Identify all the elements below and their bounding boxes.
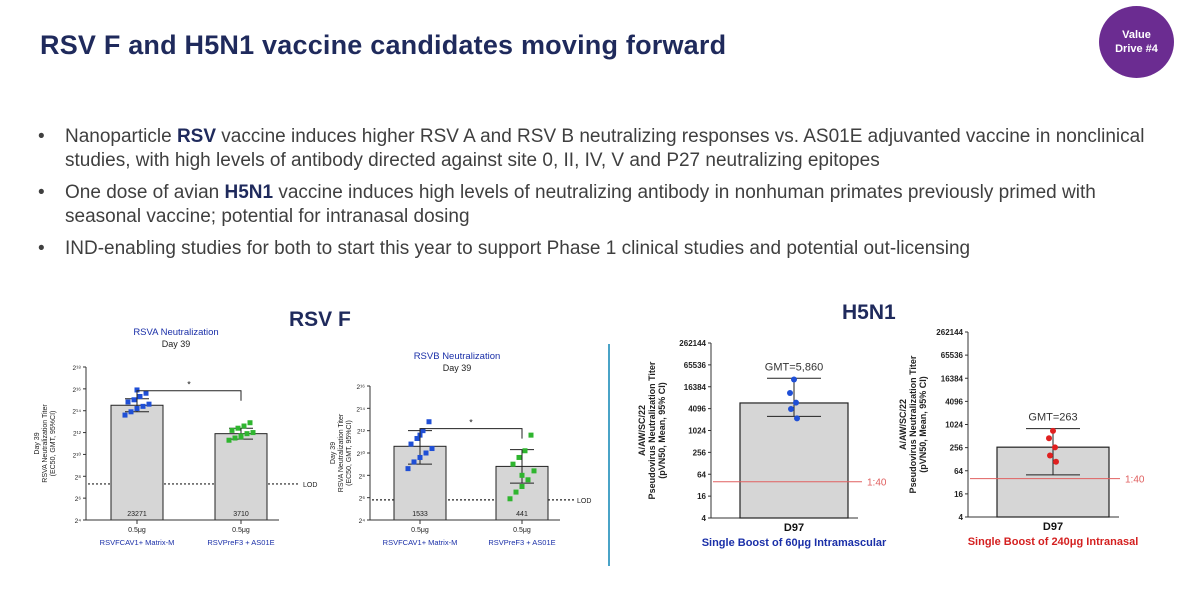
x-category-label: D97 [1042, 521, 1064, 533]
data-point [523, 448, 528, 453]
significance-bracket [137, 391, 241, 401]
data-point [1047, 452, 1053, 458]
h5n1-section-title: H5N1 [842, 301, 896, 324]
data-point [520, 484, 525, 489]
x-category-label: RSVPreF3 + AS01E [488, 538, 556, 547]
y-tick-label: 2⁴ [74, 518, 81, 525]
data-point [788, 406, 794, 412]
y-tick-label: 2⁶ [74, 496, 81, 504]
data-point [793, 400, 799, 406]
lod-label: LOD [303, 481, 318, 489]
y-axis-label: RSVA Neutralization Titer [42, 404, 49, 483]
data-point [242, 424, 247, 429]
chart-title: RSVA Neutralization [133, 327, 219, 338]
data-point [233, 436, 238, 441]
data-point [227, 438, 232, 443]
x-category-label: RSVPreF3 + AS01E [207, 538, 275, 547]
y-tick-label: 4096 [688, 404, 706, 414]
y-tick-label: 2¹² [73, 430, 81, 438]
y-tick-label: 16384 [683, 382, 706, 392]
chart-subtitle: Day 39 [161, 339, 191, 349]
data-point [787, 390, 793, 396]
y-axis-label: Day 39 [34, 432, 41, 455]
data-point [126, 399, 131, 404]
bullet-text-start: IND-enabling studies for both to start this year to support Phase 1 clinical studies and potential out-licensing [65, 238, 971, 259]
y-axis-label: (pVN50, Mean, 95% CI) [657, 382, 667, 479]
y-tick-label: 65536 [683, 360, 706, 370]
y-tick-label: 16 [954, 489, 963, 499]
x-category-label: RSVFCAV1+ Matrix-M [99, 538, 175, 547]
data-point [424, 451, 429, 456]
data-point [138, 394, 143, 399]
bullet-dot-icon: • [38, 238, 45, 259]
x-caption: Single Boost of 240μg Intranasal [967, 536, 1139, 548]
bar-value-label: 1533 [412, 511, 428, 518]
data-point [508, 496, 513, 501]
gmt-label: GMT=5,860 [764, 361, 824, 374]
page-title: RSV F and H5N1 vaccine candidates moving forward [40, 30, 727, 60]
badge-line-2: Drive #4 [1115, 43, 1158, 55]
bar-value-label: 3710 [233, 511, 249, 518]
data-point [514, 490, 519, 495]
y-tick-label: 262144 [679, 339, 706, 348]
y-tick-label: 2¹⁰ [72, 452, 81, 460]
data-point [1046, 435, 1052, 441]
y-tick-label: 2⁸ [74, 474, 81, 482]
y-tick-label: 2¹⁰ [356, 451, 365, 458]
y-axis-label: A/AW/SC/22 [898, 398, 908, 451]
data-point [236, 426, 241, 431]
y-tick-label: 16 [697, 492, 706, 502]
data-point [532, 468, 537, 473]
y-tick-label: 2¹⁶ [356, 384, 365, 391]
significance-marker: * [187, 379, 191, 390]
bullet-text-start: Nanoparticle [65, 126, 177, 147]
y-tick-label: 1024 [688, 426, 706, 436]
bar [740, 403, 848, 518]
bullet-keyword: RSV [176, 126, 217, 147]
y-tick-label: 2¹⁸ [72, 365, 81, 372]
y-tick-label: 2¹⁴ [72, 408, 81, 416]
x-dose-label: 0.5μg [128, 527, 146, 534]
lod-label: LOD [577, 497, 592, 505]
y-tick-label: 1024 [945, 420, 963, 430]
chart-subtitle: Day 39 [442, 363, 472, 373]
data-point [123, 413, 128, 418]
data-point [141, 404, 146, 409]
data-point [132, 397, 137, 402]
y-tick-label: 4 [958, 513, 963, 522]
y-tick-label: 2¹² [357, 428, 365, 436]
y-axis-label: (pVN50, Mean, 95% CI) [918, 376, 928, 473]
bar-value-label: 441 [516, 511, 528, 518]
data-point [520, 473, 525, 478]
bar-value-label: 23271 [127, 511, 147, 518]
x-dose-label: 0.5μg [232, 527, 250, 534]
data-point [1053, 459, 1059, 465]
data-point [409, 442, 414, 447]
data-point [427, 419, 432, 424]
y-tick-label: 256 [692, 448, 706, 458]
data-point [791, 376, 797, 382]
data-point [144, 391, 149, 396]
x-caption: Single Boost of 60μg Intramascular [701, 537, 887, 549]
bullet-dot-icon: • [38, 182, 45, 203]
y-axis-label: A/AW/SC/22 [637, 404, 647, 457]
x-dose-label: 0.5μg [513, 527, 531, 534]
y-tick-label: 64 [697, 470, 706, 480]
data-point [129, 409, 134, 414]
data-point [230, 428, 235, 433]
y-tick-label: 2⁶ [358, 495, 365, 503]
data-point [430, 446, 435, 451]
data-point [248, 420, 253, 425]
data-point [239, 434, 244, 439]
y-axis-label: (EC50, GMT, 95%CI) [50, 410, 57, 477]
data-point [251, 430, 256, 435]
significance-marker: * [469, 417, 473, 428]
y-axis-label: RSVA Neutralization Titer [338, 413, 345, 493]
y-axis-label: Pseudovirus Neutralization Titer [908, 355, 918, 494]
x-category-label: D97 [783, 522, 805, 534]
data-point [526, 477, 531, 482]
y-tick-label: 4 [701, 514, 706, 523]
bullet-text-end: vaccine induces higher RSV A and RSV B neutralizing responses vs. AS01E adjuvanted vaccine in nonclinical studies, with high levels of antibody directed against site 0, II, IV, V and P27 neutralizing epitopes [65, 126, 1145, 171]
data-point [245, 431, 250, 436]
data-point [412, 459, 417, 464]
y-axis-label: Day 39 [330, 441, 337, 465]
data-point [511, 462, 516, 467]
y-axis-label: Pseudovirus Neutralization Titer [647, 361, 657, 500]
data-point [406, 466, 411, 471]
data-point [529, 433, 534, 438]
y-tick-label: 2⁸ [358, 473, 365, 481]
bar [215, 434, 267, 520]
y-tick-label: 65536 [940, 351, 963, 361]
data-point [418, 455, 423, 460]
y-tick-label: 16384 [940, 374, 963, 384]
lod-label: 1:40 [867, 477, 887, 489]
data-point [794, 415, 800, 421]
x-dose-label: 0.5μg [411, 527, 429, 534]
data-point [517, 455, 522, 460]
chart-title: RSVB Neutralization [413, 351, 501, 362]
y-tick-label: 2⁴ [358, 518, 365, 525]
bullet-text-end: vaccine induces high levels of neutralizing antibody in nonhuman primates previously primed with seasonal vaccine; potential for intranasal dosing [65, 182, 1096, 227]
bullet-text-start: One dose of avian [65, 182, 225, 203]
bullet-dot-icon: • [38, 126, 45, 147]
lod-label: 1:40 [1125, 474, 1145, 486]
y-tick-label: 4096 [945, 397, 963, 407]
gmt-label: GMT=263 [1028, 411, 1078, 424]
y-axis-label: (EC50, GMT, 95%CI) [346, 420, 353, 486]
data-point [1050, 428, 1056, 434]
y-tick-label: 2¹⁴ [356, 406, 365, 414]
x-category-label: RSVFCAV1+ Matrix-M [382, 538, 458, 547]
data-point [147, 402, 152, 407]
y-tick-label: 262144 [936, 328, 963, 337]
data-point [135, 406, 140, 411]
y-tick-label: 64 [954, 466, 963, 476]
data-point [1052, 444, 1058, 450]
badge-line-1: Value [1122, 29, 1151, 41]
rsv-section-title: RSV F [289, 308, 351, 331]
bar [111, 405, 163, 520]
y-tick-label: 2¹⁶ [72, 386, 81, 394]
significance-bracket [420, 429, 522, 439]
bullet-keyword: H5N1 [224, 182, 274, 203]
y-tick-label: 256 [949, 443, 963, 453]
